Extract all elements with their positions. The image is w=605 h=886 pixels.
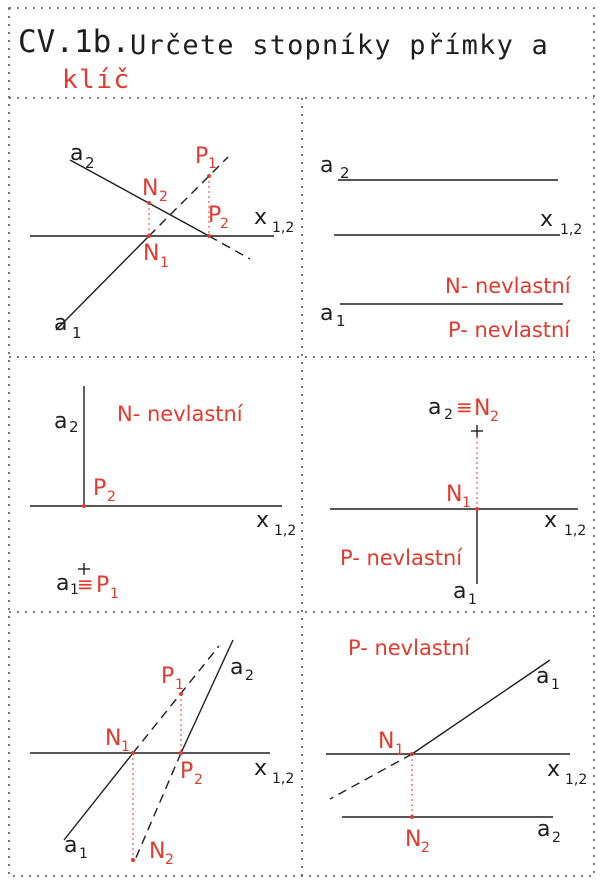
label-n1-sub: 1 <box>160 255 169 271</box>
note-p-improper: P- nevlastní <box>448 318 571 342</box>
label-n2-sub: 2 <box>421 840 430 856</box>
label-p2: P <box>93 476 107 501</box>
label-a1-sub: 1 <box>70 582 79 598</box>
label-equiv: ≡ <box>77 572 94 596</box>
label-a2: a <box>320 153 334 178</box>
page-subtitle: klíč <box>62 65 131 95</box>
note-n-improper: N- nevlastní <box>445 274 571 298</box>
label-n1: N <box>446 482 463 507</box>
label-x-sub: 1,2 <box>565 772 588 788</box>
label-a2-sub: 2 <box>340 164 350 182</box>
label-x-sub: 1,2 <box>274 523 297 539</box>
label-p1-sub: 1 <box>175 677 184 693</box>
point-n1 <box>410 752 414 756</box>
label-x: x <box>544 508 558 533</box>
label-a2-sub: 2 <box>444 407 453 423</box>
point-p1 <box>207 174 211 178</box>
label-equiv: ≡ <box>456 395 473 419</box>
note-p-improper: P- nevlastní <box>348 636 471 660</box>
point-n1 <box>147 234 151 238</box>
label-p1-sub: 1 <box>110 586 119 602</box>
label-n2-sub: 2 <box>165 852 174 868</box>
label-x: x <box>254 205 268 230</box>
label-x-sub: 1,2 <box>560 222 583 238</box>
label-n2: N <box>142 176 159 201</box>
exercise-id: CV.1b. <box>18 24 130 60</box>
label-a2-sub: 2 <box>85 154 95 172</box>
panel-2 <box>320 153 582 342</box>
point-p2 <box>82 504 86 508</box>
label-p2-sub: 2 <box>194 772 203 788</box>
point-n2 <box>410 815 414 819</box>
panel-3 <box>30 386 296 602</box>
label-p1: P <box>96 573 110 598</box>
label-x-sub: 1,2 <box>272 771 295 787</box>
line-a1 <box>64 753 133 840</box>
point-p2 <box>207 234 211 238</box>
point-p2 <box>179 751 183 755</box>
label-n1-sub: 1 <box>395 742 404 758</box>
label-p2: P <box>180 759 194 784</box>
label-a1-sub: 1 <box>551 677 560 693</box>
label-x-sub: 1,2 <box>564 523 587 539</box>
line-a2 <box>181 640 233 753</box>
label-a1-sub: 1 <box>336 312 346 330</box>
label-a1-sub: 1 <box>79 846 88 862</box>
label-a2-sub: 2 <box>552 830 561 846</box>
label-n1: N <box>105 726 122 751</box>
panel-4 <box>330 395 586 608</box>
label-p2-sub: 2 <box>107 489 116 505</box>
line-a1 <box>56 236 149 330</box>
label-a1: a <box>54 311 68 336</box>
label-x: x <box>547 757 561 782</box>
label-n2: N <box>149 839 166 864</box>
line-a1 <box>412 660 550 754</box>
label-p1-sub: 1 <box>208 156 217 172</box>
label-a1: a <box>536 664 550 689</box>
label-p1: P <box>161 664 175 689</box>
label-p2: P <box>208 203 222 228</box>
label-a2: a <box>428 395 442 420</box>
label-x: x <box>254 756 268 781</box>
label-a2: a <box>537 817 551 842</box>
label-a1-sub: 1 <box>468 592 477 608</box>
label-n2-sub: 2 <box>159 189 168 205</box>
panel-1 <box>30 141 294 342</box>
label-a2: a <box>230 655 244 680</box>
note-n-improper: N- nevlastní <box>117 402 243 426</box>
label-a2: a <box>70 141 84 166</box>
label-a1: a <box>453 579 467 604</box>
label-p1: P <box>195 144 209 169</box>
label-x: x <box>256 508 270 533</box>
panel-5 <box>30 640 294 868</box>
label-a1-sub: 1 <box>72 324 82 342</box>
label-n1-sub: 1 <box>462 495 471 511</box>
label-p2-sub: 2 <box>220 216 229 232</box>
label-x-sub: 1,2 <box>272 220 295 236</box>
label-n2: N <box>474 396 491 421</box>
line-a1-hidden <box>330 754 412 799</box>
frame <box>9 8 594 876</box>
point-n1 <box>131 751 135 755</box>
label-a2-sub: 2 <box>245 668 254 684</box>
label-n1: N <box>378 729 395 754</box>
page-title: Určete stopníky přímky a <box>130 30 549 61</box>
label-a1: a <box>56 571 70 596</box>
point-n1 <box>475 507 479 511</box>
point-n2 <box>131 858 135 862</box>
label-x: x <box>540 207 554 232</box>
line-a2-hidden <box>209 236 250 259</box>
label-a1: a <box>64 833 78 858</box>
label-n1: N <box>143 241 160 266</box>
label-a2-sub: 2 <box>69 418 79 436</box>
label-n2-sub: 2 <box>490 409 499 425</box>
label-a1: a <box>320 301 334 326</box>
label-n1-sub: 1 <box>121 739 130 755</box>
label-n2: N <box>405 827 422 852</box>
point-n2 <box>147 201 151 205</box>
panel-6 <box>326 636 587 856</box>
note-p-improper: P- nevlastní <box>340 546 463 570</box>
label-a2: a <box>54 409 68 434</box>
